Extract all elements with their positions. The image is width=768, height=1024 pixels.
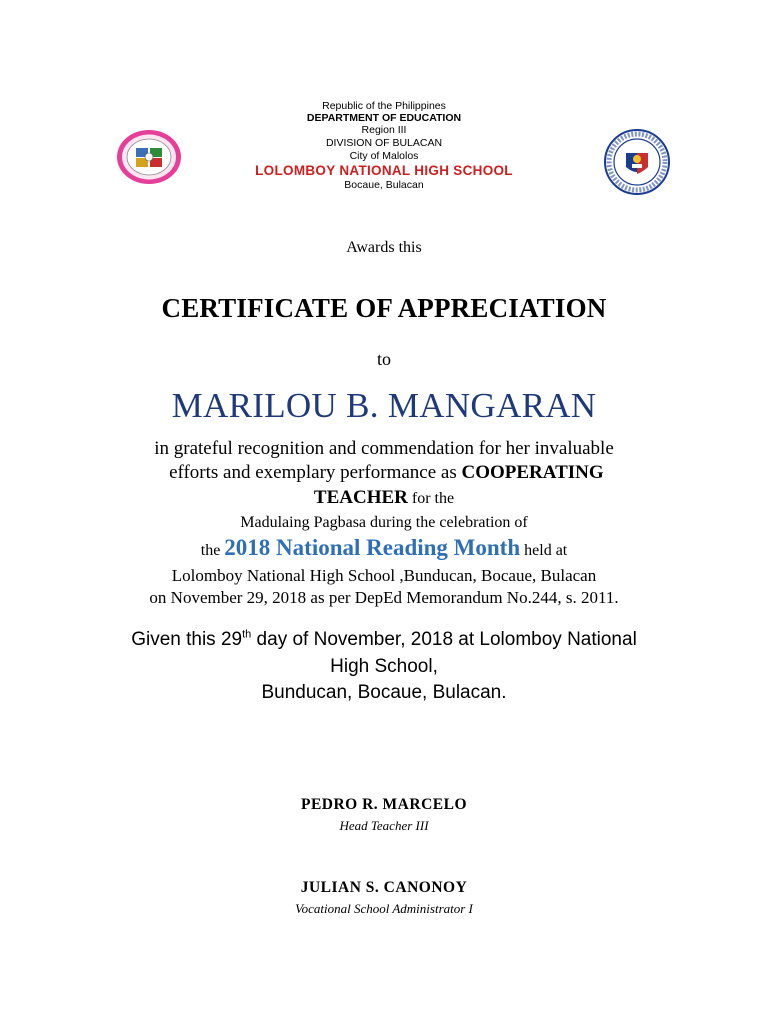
recipient-name: MARILOU B. MANGARAN — [171, 386, 597, 425]
given-sup: th — [242, 628, 252, 641]
header-division: DIVISION OF BULACAN — [325, 137, 443, 149]
body-line-1: in grateful recognition and commendation for her invaluable — [154, 438, 614, 459]
body-line-2-text: efforts and exemplary performance as — [169, 462, 462, 483]
signatory-title-1: Head Teacher III — [339, 818, 429, 833]
header-department: DEPARTMENT OF EDUCATION — [306, 112, 462, 124]
given-line-1-a: Given this 29 — [131, 629, 243, 650]
awards-text: Awards this — [346, 239, 422, 256]
header-location: Bocaue, Bulacan — [344, 179, 424, 191]
header-city: City of Malolos — [349, 150, 419, 162]
signatory-name-2: JULIAN S. CANONOY — [300, 879, 468, 896]
body-line-6: Lolomboy National High School ,Bunducan, Bocaue, Bulacan — [171, 566, 597, 585]
role-part-2: TEACHER — [313, 487, 408, 508]
given-line-2: High School, — [330, 656, 438, 677]
body-line-3-text: for the — [407, 490, 455, 507]
body-line-5-b: held at — [520, 542, 568, 559]
body-line-3 — [0, 486, 768, 511]
header-republic: Republic of the Philippines — [322, 100, 446, 112]
signatory-name-1: PEDRO R. MARCELO — [300, 796, 467, 813]
school-name: LOLOMBOY NATIONAL HIGH SCHOOL — [255, 163, 513, 178]
body-line-5-a: the — [200, 542, 225, 559]
event-name: 2018 National Reading Month — [224, 535, 521, 560]
body-line-7: on November 29, 2018 as per DepEd Memorandum No.244, s. 2011. — [149, 588, 619, 607]
body-line-2 — [0, 461, 768, 485]
certificate-title: CERTIFICATE OF APPRECIATION — [161, 293, 607, 323]
given-line-3: Bunducan, Bocaue, Bulacan. — [261, 682, 507, 703]
signatory-title-2: Vocational School Administrator I — [295, 901, 473, 916]
body-line-5 — [0, 536, 768, 563]
role-part-1: COOPERATING — [461, 462, 604, 483]
given-line-1-b: day of November, 2018 at Lolomboy National — [251, 629, 637, 650]
given-line-1 — [0, 627, 768, 653]
header-region: Region III — [361, 124, 407, 136]
to-text: to — [376, 349, 391, 369]
body-line-4: Madulaing Pagbasa during the celebration of — [240, 514, 528, 531]
